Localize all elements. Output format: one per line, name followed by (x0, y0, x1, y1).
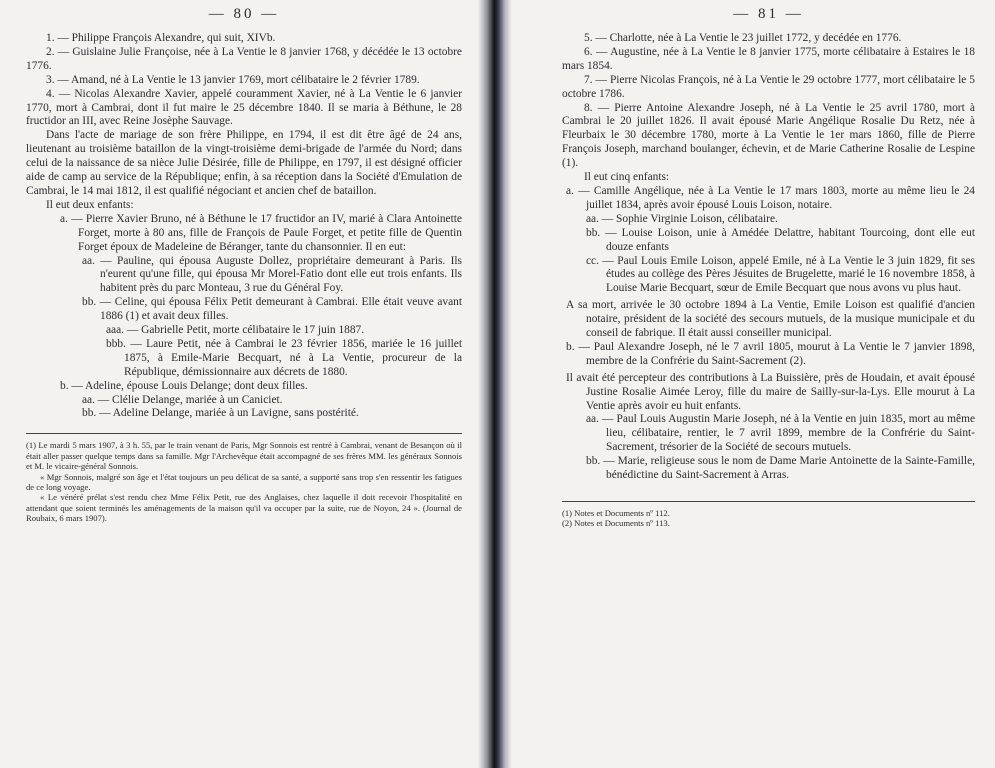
left-page (0, 0, 478, 768)
page-body (562, 32, 975, 483)
page-number: — 80 — (208, 6, 280, 22)
paragraph: bb. — Adeline Delange, mariée à un Lavigne, sans postérité. (82, 407, 359, 420)
page-body (26, 32, 462, 421)
footnotes (26, 440, 462, 523)
paragraph: bb. — Louise Loison, unie à Amédée Delattre, habitant Tourcoing, dont elle eut douze enfants (586, 226, 975, 253)
paragraph: Il eut deux enfants: (46, 198, 134, 211)
footnote-rule (26, 433, 462, 434)
footnote: (1) Notes et Documents nº 112. (562, 508, 670, 518)
paragraph: aa. — Sophie Virginie Loison, célibataire. (586, 212, 778, 225)
paragraph: 2. — Guislaine Julie Françoise, née à La Ventie le 8 janvier 1768, y décédée le 13 octobre 1776. (26, 45, 462, 72)
paragraph: cc. — Paul Louis Emile Loison, appelé Emile, né à La Ventie le 3 juin 1829, fit ses études au collège des Pères Jésuites de Brugelette, marié le 16 novembre 1858, à Louise Marie Becquart, sœur de Emile Becquart que nous avons vu plus haut. (586, 254, 975, 295)
paragraph: 3. — Amand, né à La Ventie le 13 janvier 1769, mort célibataire le 2 février 1789. (46, 73, 420, 86)
paragraph: 7. — Pierre Nicolas François, né à La Ventie le 29 octobre 1777, mort célibataire le 5 octobre 1786. (562, 73, 975, 100)
paragraph: aaa. — Gabrielle Petit, morte célibataire le 17 juin 1887. (106, 324, 365, 337)
paragraph: Dans l'acte de mariage de son frère Philippe, en 1794, il est dit être âgé de 24 ans, lieutenant au troisième bataillon de la vingt-troisième demi-brigade de l'armée du Nord; dans celui de la naissance de sa nièce Julie Désirée, fille de Philippe, en 1797, il est désigné officier aide de camp au service de la République; enfin, à sa réception dans la Société d'Emulation de Cambrai, le 14 mai 1812, il est qualifié négociant et ancien chef de bataillon. (26, 129, 462, 197)
page-number: — 81 — (733, 6, 804, 22)
paragraph: Il avait été percepteur des contributions à La Buissière, près de Houdain, et avait épousé Justine Rosalie Aimée Leroy, fille du maire de Sailly-sur-la-Lys. Elle mourut à La Ventie après avoir eu huit enfants. (566, 371, 975, 412)
footnote: « Le vénéré prélat s'est rendu chez Mme Félix Petit, rue des Anglaises, chez laquelle il doit recevoir l'hospitalité en attendant que soient terminés les aménagements de la maison qu'il va occuper par la suite, rue de Noyon, 24 ». (Journal de Roubaix, 6 mars 1907). (26, 492, 462, 524)
paragraph: A sa mort, arrivée le 30 octobre 1894 à La Ventie, Emile Loison est qualifié d'ancien notaire, président de la société des secours mutuels, de la musique municipale et du conseil de fabrique. Il était aussi conseiller municipal. (566, 299, 975, 340)
paragraph: 4. — Nicolas Alexandre Xavier, appelé couramment Xavier, né à La Ventie le 6 janvier 1770, mort à Cambrai, dont il fut maire le 25 décembre 1840. Il se maria à Béthune, le 28 fructidor an III, avec Reine Josèphe Sauvage. (26, 87, 462, 128)
paragraph: 5. — Charlotte, née à La Ventie le 23 juillet 1772, y decédée en 1776. (584, 32, 902, 44)
paragraph: Il eut cinq enfants: (584, 171, 670, 184)
footnote: (2) Notes et Documents nº 113. (562, 518, 670, 529)
paragraph: 8. — Pierre Antoine Alexandre Joseph, né à La Ventie le 25 avril 1780, mort à Cambrai le 20 juillet 1826. Il avait épousé Marie Angélique Rosalie Du Retz, née à Fleurbaix le 30 décembre 1780, morte à La Ventie le 1er mars 1860, fille de Pierre François Joseph, marchand boulanger, échevin, et de Marie Catherine Rosalie de Lespine (1). (562, 101, 975, 170)
paragraph: aa. — Pauline, qui épousa Auguste Dollez, propriétaire demeurant à Paris. Ils n'eurent qu'une fille, qui épousa Mr Morel-Fatio dont elle eut trois enfants. Ils habitent près du parc Monteau, 3 rue du Général Foy. (82, 254, 462, 295)
paragraph: a. — Pierre Xavier Bruno, né à Béthune le 17 fructidor an IV, marié à Clara Antoinette Forget, morte à 80 ans, fille de François de Paule Forget, et petite fille de Quentin Forget époux de Madeleine de Béranger, tante du chansonnier. Il en eut: (60, 212, 462, 253)
paragraph: b. — Adeline, épouse Louis Delange; dont deux filles. (60, 379, 308, 392)
paragraph: 1. — Philippe François Alexandre, qui suit, XIVb. (46, 32, 276, 44)
right-page (512, 0, 995, 768)
footnotes (562, 508, 975, 529)
paragraph: bb. — Marie, religieuse sous le nom de Dame Marie Antoinette de la Sainte-Famille, bénédictine du Saint-Sacrement à Arras. (586, 455, 975, 482)
paragraph: 6. — Augustine, née à La Ventie le 8 janvier 1775, morte célibataire à Estaires le 18 mars 1854. (562, 45, 975, 72)
paragraph: bb. — Celine, qui épousa Félix Petit demeurant à Cambrai. Elle était veuve avant 1886 (1) et avait deux filles. (82, 296, 462, 323)
paragraph: a. — Camille Angélique, née à La Ventie le 17 mars 1803, morte au même lieu le 24 juillet 1834, après avoir épousé Louis Loison, notaire. (566, 184, 975, 211)
paragraph: aa. — Clélie Delange, mariée à un Caniciet. (82, 393, 283, 406)
footnote: (1) Le mardi 5 mars 1907, à 3 h. 55, par le train venant de Paris, Mgr Sonnois est rentré à Cambrai, venant de Besançon où il était aller passer quelque temps dans sa famille. Mgr l'Archevêque était accompagné de ses frères MM. les généraux Sonnois et M. le vicaire-général Sonnois. (26, 440, 462, 472)
footnote: « Mgr Sonnois, malgré son âge et l'état toujours un peu délicat de sa santé, a supporté sans trop s'en ressentir les fatigues de ce long voyage. (26, 471, 462, 492)
book-gutter (478, 0, 512, 768)
paragraph: bbb. — Laure Petit, née à Cambrai le 23 février 1856, mariée le 16 juillet 1875, à Emile-Marie Becquart, né à La Ventie, procureur de la République, démissionnaire aux décrets de 1880. (106, 337, 462, 378)
footnote-rule (562, 501, 975, 502)
paragraph: b. — Paul Alexandre Joseph, né le 7 avril 1805, mourut à La Ventie le 7 janvier 1898, membre de la Confrérie du Saint-Sacrement (2). (566, 340, 975, 367)
paragraph: aa. — Paul Louis Augustin Marie Joseph, né à la Ventie en juin 1835, mort au même lieu, célibataire, rentier, le 7 avril 1899, membre de la Confrérie du Saint-Sacrement, trésorier de la Société de secours mutuels. (586, 413, 975, 454)
